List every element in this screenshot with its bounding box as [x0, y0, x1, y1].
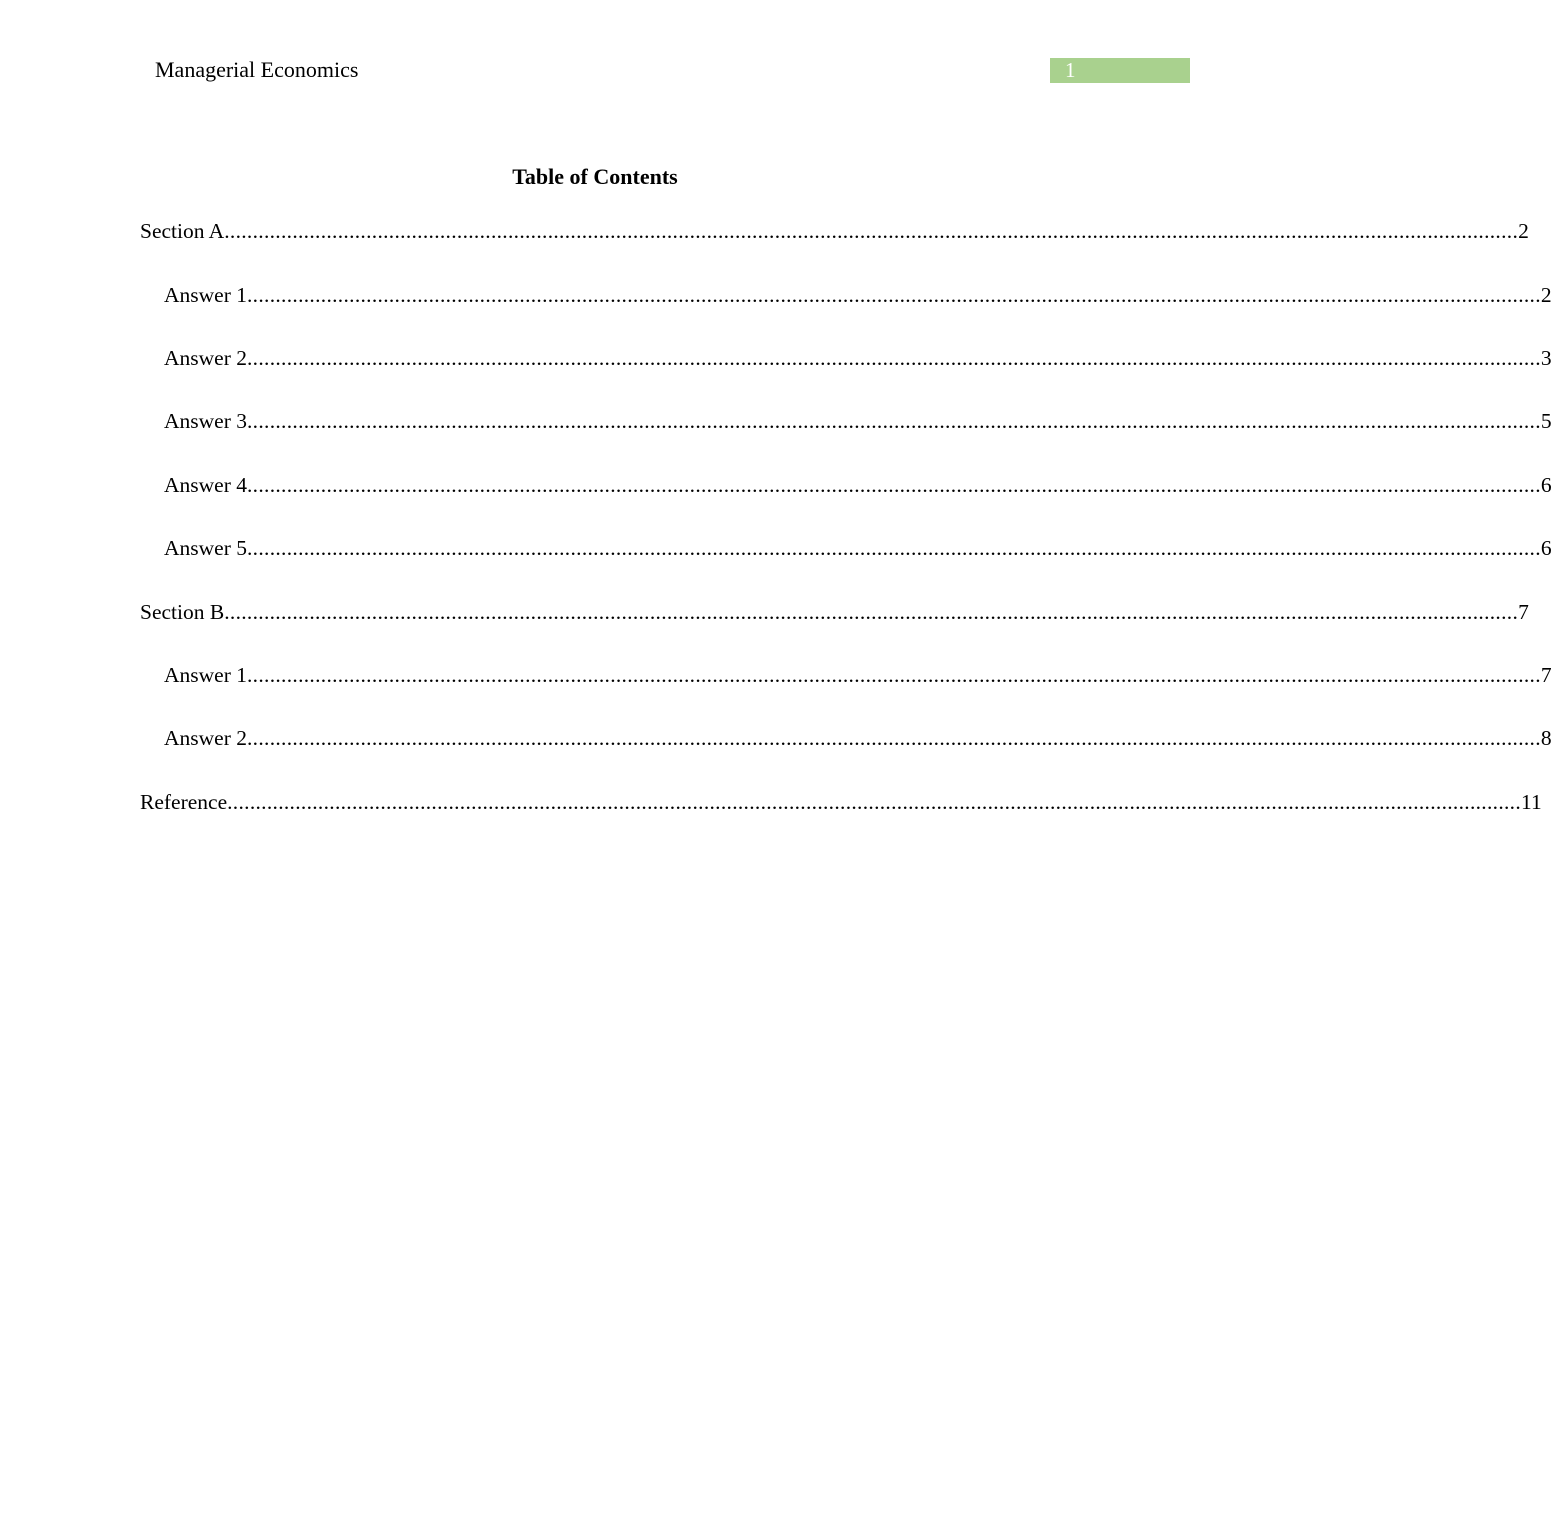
toc-entry-page: 2	[1518, 219, 1529, 243]
toc-entry-label: Section B	[140, 600, 225, 624]
toc-entry-page: 7	[1540, 663, 1552, 687]
toc-dot-leader: ....................................................................................................................................................................................................................................	[247, 409, 1541, 433]
toc-entry-label: Reference	[140, 790, 228, 814]
toc-entry-section-b-answer-2[interactable]	[164, 724, 1552, 752]
toc-entry-section-b[interactable]	[140, 598, 1529, 626]
toc-dot-leader: ....................................................................................................................................................................................................................................	[247, 346, 1541, 370]
toc-dot-leader: ....................................................................................................................................................................................................................................	[247, 536, 1541, 560]
toc-entry-page: 6	[1540, 473, 1552, 497]
toc-entry-label: Answer 2	[164, 346, 247, 370]
toc-entry-section-a[interactable]	[140, 217, 1529, 245]
toc-dot-leader: ....................................................................................................................................................................................................................................	[224, 600, 1519, 624]
toc-entry-reference[interactable]	[140, 788, 1542, 816]
toc-dot-leader: ....................................................................................................................................................................................................................................	[227, 790, 1522, 814]
toc-dot-leader: ....................................................................................................................................................................................................................................	[247, 283, 1541, 307]
toc-entry-label: Section A	[140, 219, 225, 243]
toc-entry-section-a-answer-1[interactable]	[164, 281, 1552, 309]
toc-entry-label: Answer 2	[164, 726, 247, 750]
running-header-title: Managerial Economics	[155, 57, 359, 82]
toc-entry-section-a-answer-4[interactable]	[164, 471, 1552, 499]
toc-entry-section-a-answer-5[interactable]	[164, 534, 1552, 562]
toc-entry-page: 8	[1540, 726, 1552, 750]
toc-entry-page: 5	[1540, 409, 1552, 433]
toc-entry-label: Answer 1	[164, 663, 247, 687]
page-number-badge: 1	[1050, 58, 1190, 83]
toc-entry-page: 7	[1518, 600, 1529, 624]
toc-entry-page: 2	[1540, 283, 1552, 307]
toc-dot-leader: ....................................................................................................................................................................................................................................	[247, 663, 1541, 687]
toc-dot-leader: ....................................................................................................................................................................................................................................	[224, 219, 1519, 243]
toc-entry-section-a-answer-3[interactable]	[164, 407, 1552, 435]
toc-heading: Table of Contents	[512, 164, 678, 189]
toc-entry-section-a-answer-2[interactable]	[164, 344, 1552, 372]
toc-entry-page: 11	[1521, 790, 1542, 814]
toc-entry-label: Answer 3	[164, 409, 247, 433]
toc-dot-leader: ....................................................................................................................................................................................................................................	[247, 726, 1541, 750]
toc-dot-leader: ....................................................................................................................................................................................................................................	[247, 473, 1541, 497]
toc-entry-label: Answer 1	[164, 283, 247, 307]
toc-entry-label: Answer 4	[164, 473, 247, 497]
toc-entry-page: 3	[1540, 346, 1552, 370]
toc-entry-label: Answer 5	[164, 536, 247, 560]
toc-entry-page: 6	[1540, 536, 1552, 560]
toc-entry-section-b-answer-1[interactable]	[164, 661, 1552, 689]
